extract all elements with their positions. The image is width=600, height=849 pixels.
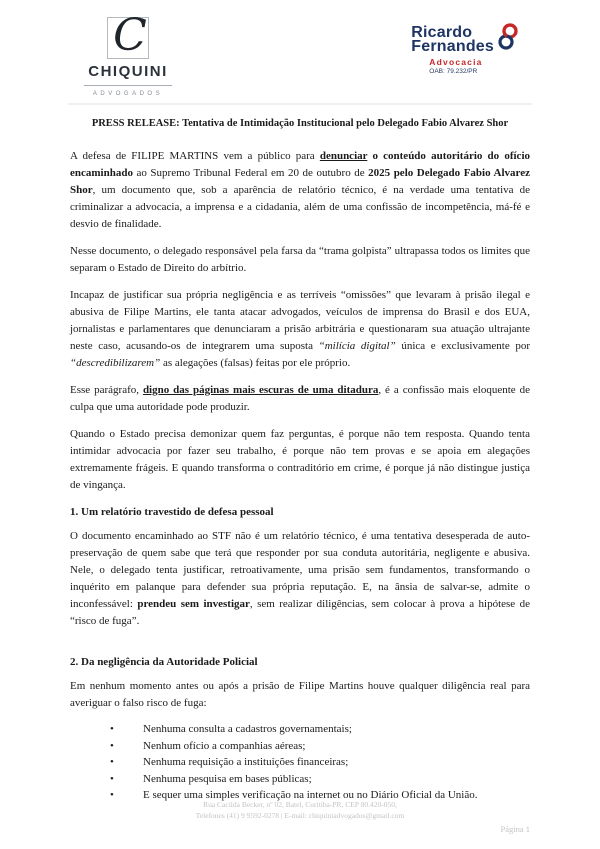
chiquini-monogram-icon: C [113,10,147,61]
bullet-item: • E sequer uma simples verificação na internet ou no Diário Oficial da União. [110,788,530,804]
paragraph: Quando o Estado precisa demonizar quem faz perguntas, é porque não tem resposta. Quando tenta intimidar advocacia por fazer seu trabalho, é porque não tem provas e se apoia em alegações extremamente frágeis. E quando transforma o contraditório em crime, é porque já não distingue justiça de vingança. [70,428,530,491]
chiquini-logo [84,10,172,97]
chiquini-logo-square [107,10,149,61]
chiquini-logo-rule [84,85,172,86]
chiquini-logo-subtitle: ADVOGADOS [92,91,164,97]
bullet-item: • Nenhuma consulta a cadastros governamentais; [110,722,530,738]
chiquini-logo-name: CHIQUINI [88,63,168,80]
document-title: PRESS RELEASE: Tentativa de Intimidação Institucional pelo Delegado Fabio Alvarez Shor [91,118,509,129]
ricardo-fernandes-logo [411,26,520,75]
footer-contact: Telefones (41) 9 9592-0278 | E-mail: chiquiniadvogados@gmail.com [195,811,405,820]
rf-logo-oab: OAB: 79.232/PR [429,68,478,75]
section-heading: 1. Um relatório travestido de defesa pessoal [70,506,274,518]
rf-logo-line2: Fernandes [411,38,494,55]
bullet-item: • Nenhuma pesquisa em bases públicas; [110,772,530,788]
header-divider [68,103,532,105]
interlocked-rings-icon [496,23,520,51]
paragraph: O documento encaminhado ao STF não é um relatório técnico, é uma tentativa desesperada de auto-preservação de quem sabe que terá que responder por sua conduta autoritária, negligente e abusiva. Nele, o delegado tenta justificar, retroativamente, uma prisão sem fundamentos, transformando o inquérito em palanque para defender sua própria reputação. E, na ânsia de salvar-se, admite o inconfessável: prendeu sem investigar, sem realizar diligências, sem colocar à prova a hipótese de “risco de fuga”. [70,530,530,627]
footer [0,799,600,821]
paragraph: Em nenhum momento antes ou após a prisão de Filipe Martins houve qualquer diligência real para averiguar o falso risco de fuga: [70,680,530,709]
rf-logo-line1: Ricardo [411,24,473,41]
bullet-item: • Nenhuma requisição a instituições financeiras; [110,755,530,771]
ricardo-fernandes-wordmark [411,26,520,54]
paragraph: Incapaz de justificar sua própria negligência e as terríveis “omissões” que levaram à prisão ilegal e abusiva de Filipe Martins, ele tanta atacar advogados, veículos de imprensa do Brasil e dos EUA, jornalistas e parlamentares que denunciaram a prisão arbitrária e questionaram sua atuação ultrajante neste caso, acusando-os de integrarem uma suposta “milícia digital” única e exclusivamente por “descredibilizarem” as alegações (falsas) feitas por ele próprio. [70,289,531,369]
section-heading: 2. Da negligência da Autoridade Policial [70,656,258,668]
rf-logo-subtitle: Advocacia [429,57,483,67]
footer-address: Rua Cacilda Becker, nº 02, Batel, Curitiba-PR, CEP 80.420-050, [203,800,397,809]
page-number: Página 1 [500,824,530,834]
paragraph: Nesse documento, o delegado responsável pela farsa da “trama golpista” ultrapassa todos os limites que separam o Estado de Direito do arbítrio. [70,245,530,274]
paragraph: A defesa de FILIPE MARTINS vem a público para denunciar o conteúdo autoritário do ofício encaminhado ao Supremo Tribunal Federal em 20 de outubro de 2025 pelo Delegado Fabio Alvarez Shor, um documento que, sob a aparência de relatório técnico, é na verdade uma tentativa de criminalizar a advocacia, a imprensa e a cidadania, além de uma confissão de incompetência, má-fé e desvio de finalidade. [70,150,530,230]
paragraph: Esse parágrafo, digno das páginas mais escuras de uma ditadura, é a confissão mais eloquente de culpa que uma autoridade pode produzir. [70,384,530,413]
bullet-list [70,722,530,804]
document-body [70,116,530,805]
bullet-item: • Nenhum ofício a companhias aéreas; [110,739,530,755]
